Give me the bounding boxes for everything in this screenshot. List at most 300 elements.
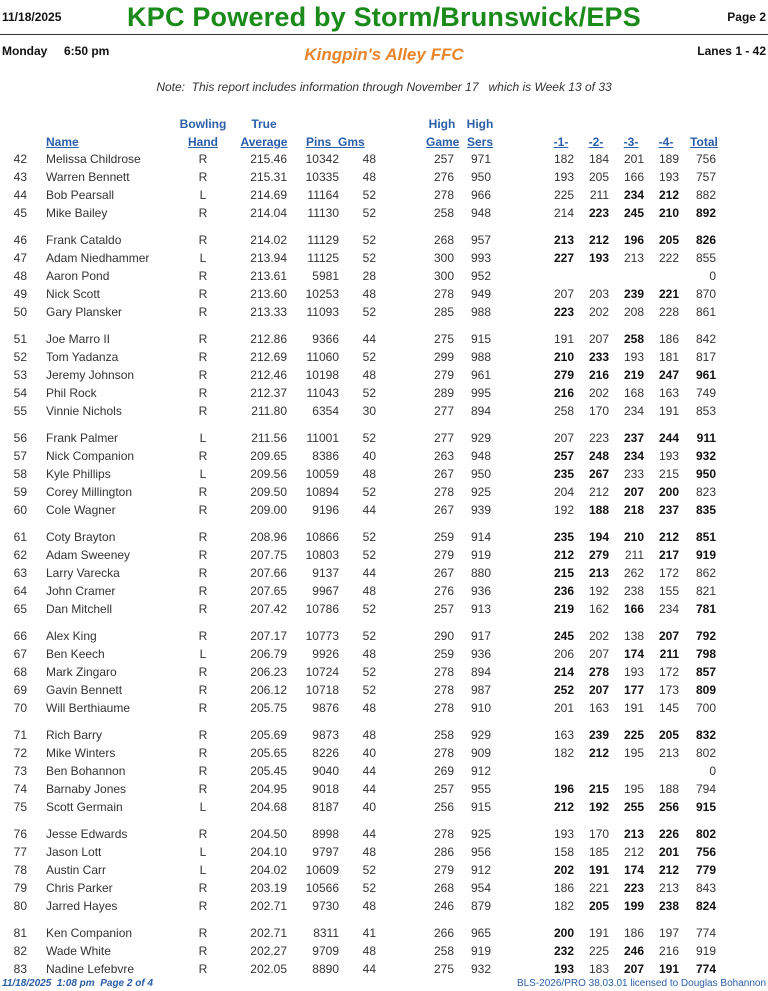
total-pins: 6354: [312, 404, 339, 418]
game-1-score: 163: [553, 728, 574, 742]
bowler-hand: R: [198, 530, 208, 544]
high-game: 256: [433, 800, 454, 814]
footer-timestamp: 11/18/2025 1:08 pm Page 2 of 4: [2, 978, 154, 989]
game-1-score: 192: [553, 503, 574, 517]
bowler-rank: 42: [13, 152, 27, 166]
series-total: 826: [695, 233, 716, 247]
game-1-score: 225: [553, 188, 574, 202]
series-total: 919: [695, 548, 716, 562]
game-1-score: 207: [553, 431, 574, 445]
game-2-score: 183: [588, 962, 609, 976]
games-count: 52: [362, 863, 376, 877]
high-series: 915: [470, 332, 491, 346]
total-pins: 10894: [305, 485, 339, 499]
game-2-score: 205: [588, 170, 609, 184]
table-row: [0, 601, 768, 619]
bowler-rank: 72: [13, 746, 27, 760]
games-count: 52: [362, 881, 376, 895]
game-3-score: 211: [624, 548, 644, 562]
high-game: 257: [433, 782, 454, 796]
bowler-hand: R: [198, 332, 208, 346]
high-series: 988: [470, 350, 491, 364]
col-high-game-top: High: [428, 117, 456, 131]
total-pins: 11060: [306, 350, 339, 364]
col-name: Name: [46, 135, 79, 149]
bowler-name: Jesse Edwards: [46, 827, 128, 841]
table-row: [0, 565, 768, 583]
true-average: 208.96: [250, 530, 287, 544]
true-average: 205.65: [250, 746, 287, 760]
bowler-hand: R: [198, 764, 208, 778]
true-average: 213.60: [250, 287, 287, 301]
high-series: 917: [470, 629, 491, 643]
total-pins: 9709: [312, 944, 339, 958]
game-3-score: 262: [623, 566, 644, 580]
high-game: 263: [433, 449, 454, 463]
footer-license: BLS-2026/PRO 38.03.01 licensed to Douglas Bohannon: [516, 978, 766, 989]
bowler-name: Adam Sweeney: [46, 548, 131, 562]
high-series: 987: [470, 683, 491, 697]
bowler-rank: 65: [13, 602, 27, 616]
bowler-rank: 71: [13, 728, 27, 742]
true-average: 202.71: [250, 899, 287, 913]
bowler-name: Austin Carr: [46, 863, 107, 877]
bowler-name: Rich Barry: [46, 728, 103, 742]
true-average: 207.75: [250, 548, 287, 562]
game-4-score: 211: [659, 647, 679, 661]
high-series: 949: [470, 287, 491, 301]
bowler-name: Dan Mitchell: [46, 602, 113, 616]
bowler-name: Jeremy Johnson: [46, 368, 135, 382]
bowler-rank: 70: [13, 701, 27, 715]
series-total: 824: [695, 899, 716, 913]
game-4-score: 200: [658, 485, 679, 499]
game-4-score: 145: [658, 701, 679, 715]
game-4-score: 216: [658, 944, 679, 958]
total-pins: 9137: [312, 566, 339, 580]
high-game: 278: [433, 188, 454, 202]
col-bowling: Bowling: [179, 117, 227, 131]
game-3-score: 246: [623, 944, 644, 958]
table-row: [0, 169, 768, 187]
total-pins: 10609: [305, 863, 339, 877]
lanes-label: Lanes 1 - 42: [697, 44, 766, 58]
total-pins: 8187: [312, 800, 339, 814]
col-game-1: -1-: [553, 135, 569, 149]
game-4-score: 172: [658, 665, 679, 679]
bowler-name: Melissa Childrose: [46, 152, 141, 166]
title-divider: [0, 34, 768, 35]
game-1-score: 219: [553, 602, 574, 616]
bowler-name: Chris Parker: [46, 881, 113, 895]
report-note: Note: This report includes information through November 17 which is Week 13 of 33: [156, 80, 612, 94]
series-total: 892: [695, 206, 716, 220]
bowler-rank: 81: [13, 926, 27, 940]
true-average: 212.46: [250, 368, 287, 382]
report-date: 11/18/2025: [2, 10, 62, 24]
true-average: 212.69: [250, 350, 287, 364]
games-count: 44: [362, 332, 376, 346]
game-1-score: 258: [553, 404, 574, 418]
bowler-hand: R: [198, 881, 208, 895]
bowler-hand: R: [198, 683, 208, 697]
bowler-rank: 63: [13, 566, 27, 580]
game-3-score: 234: [623, 449, 644, 463]
game-4-score: 181: [658, 350, 679, 364]
report-title: KPC Powered by Storm/Brunswick/EPS: [127, 2, 641, 32]
true-average: 211.80: [251, 404, 287, 418]
high-game: 246: [433, 899, 454, 913]
game-3-score: 177: [623, 683, 644, 697]
game-4-score: 228: [658, 305, 679, 319]
games-count: 52: [362, 431, 376, 445]
game-4-score: 205: [658, 233, 679, 247]
bowler-hand: R: [198, 350, 208, 364]
bowler-name: Larry Varecka: [46, 566, 120, 580]
high-series: 950: [470, 170, 491, 184]
game-1-score: 257: [553, 449, 574, 463]
games-count: 41: [362, 926, 376, 940]
high-game: 268: [433, 233, 454, 247]
high-series: 966: [470, 188, 491, 202]
game-2-score: 212: [588, 485, 609, 499]
game-4-score: 213: [658, 746, 679, 760]
bowler-rank: 55: [13, 404, 27, 418]
bowler-rank: 82: [13, 944, 27, 958]
series-total: 802: [695, 827, 716, 841]
game-2-score: 184: [588, 152, 609, 166]
table-row: [0, 862, 768, 880]
high-series: 912: [470, 863, 491, 877]
game-4-score: 207: [658, 629, 679, 643]
bowler-rank: 47: [13, 251, 27, 265]
high-game: 300: [433, 251, 454, 265]
game-1-score: 206: [553, 647, 574, 661]
true-average: 206.12: [250, 683, 287, 697]
bowler-name: Jarred Hayes: [46, 899, 118, 913]
game-2-score: 191: [588, 863, 609, 877]
games-count: 52: [362, 602, 376, 616]
games-count: 48: [362, 467, 376, 481]
high-game: 278: [433, 485, 454, 499]
bowler-name: Mike Winters: [46, 746, 116, 760]
bowler-name: Ken Companion: [46, 926, 133, 940]
bowler-hand: R: [198, 728, 208, 742]
total-pins: 11001: [306, 431, 339, 445]
game-3-score: 245: [623, 206, 644, 220]
bowler-hand: R: [198, 665, 208, 679]
bowler-hand: L: [199, 863, 207, 877]
true-average: 209.00: [250, 503, 287, 517]
game-4-score: 155: [658, 584, 679, 598]
game-4-score: 193: [658, 449, 679, 463]
game-3-score: 201: [623, 152, 644, 166]
high-series: 932: [470, 962, 491, 976]
table-row: [0, 646, 768, 664]
game-2-score: 212: [588, 746, 609, 760]
col-high-sers: Sers: [466, 135, 494, 149]
high-series: 909: [470, 746, 491, 760]
table-row: [0, 268, 768, 286]
bowler-rank: 50: [13, 305, 27, 319]
game-4-score: 217: [658, 548, 679, 562]
bowler-rank: 83: [13, 962, 27, 976]
game-4-score: 222: [658, 251, 679, 265]
game-3-score: 193: [623, 665, 644, 679]
game-3-score: 208: [623, 305, 644, 319]
bowler-name: Nadine Lefebvre: [46, 962, 135, 976]
series-total: 798: [695, 647, 716, 661]
high-game: 279: [433, 368, 454, 382]
bowler-rank: 46: [13, 233, 27, 247]
game-1-score: 223: [553, 305, 574, 319]
games-count: 52: [362, 530, 376, 544]
game-2-score: 279: [588, 548, 609, 562]
series-total: 862: [695, 566, 716, 580]
bowler-name: Frank Cataldo: [46, 233, 122, 247]
total-pins: 10866: [305, 530, 339, 544]
true-average: 213.94: [250, 251, 287, 265]
bowler-name: Cole Wagner: [46, 503, 116, 517]
total-pins: 11125: [307, 251, 339, 265]
game-3-score: 225: [623, 728, 644, 742]
bowler-name: Jason Lott: [46, 845, 102, 859]
bowler-rank: 53: [13, 368, 27, 382]
game-1-score: 182: [553, 746, 574, 760]
bowler-hand: R: [198, 827, 208, 841]
game-2-score: 215: [588, 782, 609, 796]
table-row: [0, 502, 768, 520]
games-count: 48: [362, 287, 376, 301]
high-game: 299: [433, 350, 454, 364]
true-average: 209.65: [250, 449, 287, 463]
total-pins: 9926: [312, 647, 339, 661]
games-count: 52: [362, 386, 376, 400]
total-pins: 8998: [312, 827, 339, 841]
game-3-score: 191: [623, 701, 644, 715]
true-average: 212.86: [250, 332, 287, 346]
bowler-hand: R: [198, 926, 208, 940]
game-4-score: 210: [658, 206, 679, 220]
bowler-name: Ben Bohannon: [46, 764, 126, 778]
game-2-score: 163: [588, 701, 609, 715]
series-total: 756: [695, 152, 716, 166]
total-pins: 10786: [305, 602, 339, 616]
table-row: [0, 547, 768, 565]
bowler-name: Tom Yadanza: [46, 350, 119, 364]
bowler-rank: 62: [13, 548, 27, 562]
bowler-name: Warren Bennett: [46, 170, 130, 184]
high-series: 948: [470, 206, 491, 220]
true-average: 202.05: [250, 962, 287, 976]
bowler-hand: R: [198, 305, 208, 319]
total-pins: 9797: [312, 845, 339, 859]
game-1-score: 186: [553, 881, 574, 895]
table-row: [0, 664, 768, 682]
total-pins: 5981: [312, 269, 339, 283]
bowler-hand: R: [198, 287, 208, 301]
high-game: 278: [433, 701, 454, 715]
game-3-score: 199: [623, 899, 644, 913]
high-game: 258: [433, 944, 454, 958]
game-1-score: 182: [553, 899, 574, 913]
true-average: 213.33: [250, 305, 287, 319]
bowler-hand: R: [198, 170, 208, 184]
game-1-score: 158: [553, 845, 574, 859]
bowler-hand: R: [198, 629, 208, 643]
league-name: Kingpin's Alley FFC: [304, 45, 464, 64]
table-row: [0, 745, 768, 763]
game-3-score: 255: [623, 800, 644, 814]
bowler-rank: 79: [13, 881, 27, 895]
game-3-score: 258: [623, 332, 644, 346]
game-3-score: 174: [623, 863, 644, 877]
series-total: 0: [709, 764, 716, 778]
true-average: 207.42: [250, 602, 287, 616]
game-1-score: 191: [553, 332, 574, 346]
games-count: 52: [362, 548, 376, 562]
game-2-score: 170: [588, 404, 609, 418]
bowler-rank: 80: [13, 899, 27, 913]
bowler-name: Mike Bailey: [46, 206, 108, 220]
game-1-score: 182: [553, 152, 574, 166]
table-row: [0, 943, 768, 961]
game-1-score: 214: [553, 206, 574, 220]
high-series: 915: [470, 800, 491, 814]
games-count: 44: [362, 782, 376, 796]
bowler-rank: 45: [13, 206, 27, 220]
bowler-hand: R: [198, 548, 208, 562]
high-game: 267: [433, 566, 454, 580]
total-pins: 10566: [305, 881, 339, 895]
high-series: 925: [470, 485, 491, 499]
game-2-score: 202: [588, 386, 609, 400]
col-game-2: -2-: [588, 135, 604, 149]
high-series: 956: [470, 845, 491, 859]
true-average: 205.75: [250, 701, 287, 715]
high-game: 267: [433, 467, 454, 481]
bowler-hand: R: [198, 233, 208, 247]
total-pins: 10198: [305, 368, 339, 382]
bowler-rank: 61: [13, 530, 27, 544]
total-pins: 11129: [307, 233, 339, 247]
bowler-name: Coty Brayton: [46, 530, 116, 544]
high-series: 965: [470, 926, 491, 940]
games-count: 52: [362, 683, 376, 697]
game-4-score: 212: [658, 530, 679, 544]
true-average: 204.50: [250, 827, 287, 841]
game-1-score: 214: [553, 665, 574, 679]
games-count: 48: [362, 368, 376, 382]
high-game: 286: [433, 845, 454, 859]
game-3-score: 193: [623, 350, 644, 364]
game-3-score: 239: [623, 287, 644, 301]
series-total: 809: [695, 683, 716, 697]
game-4-score: 226: [658, 827, 679, 841]
series-total: 870: [695, 287, 716, 301]
table-row: [0, 187, 768, 205]
true-average: 214.04: [250, 206, 287, 220]
bowler-name: Wade White: [46, 944, 111, 958]
game-3-score: 234: [623, 404, 644, 418]
games-count: 52: [362, 665, 376, 679]
high-game: 278: [433, 827, 454, 841]
bowler-hand: R: [198, 746, 208, 760]
game-3-score: 234: [623, 188, 644, 202]
high-series: 880: [470, 566, 491, 580]
games-count: 30: [362, 404, 376, 418]
series-total: 915: [695, 800, 716, 814]
bowler-rank: 77: [13, 845, 27, 859]
bowler-rank: 44: [13, 188, 27, 202]
high-series: 936: [470, 647, 491, 661]
bowler-name: John Cramer: [46, 584, 116, 598]
true-average: 214.02: [250, 233, 287, 247]
high-series: 961: [470, 368, 491, 382]
bowler-name: Gary Plansker: [46, 305, 123, 319]
table-row: [0, 682, 768, 700]
game-3-score: 166: [623, 170, 644, 184]
bowler-hand: R: [198, 701, 208, 715]
table-row: [0, 367, 768, 385]
bowler-rank: 69: [13, 683, 27, 697]
true-average: 215.31: [250, 170, 287, 184]
bowler-name: Adam Niedhammer: [46, 251, 150, 265]
game-3-score: 186: [623, 926, 644, 940]
games-count: 52: [362, 629, 376, 643]
games-count: 40: [362, 800, 376, 814]
high-game: 257: [433, 602, 454, 616]
true-average: 207.17: [250, 629, 287, 643]
bowler-name: Alex King: [46, 629, 97, 643]
series-total: 861: [695, 305, 716, 319]
bowler-hand: R: [198, 584, 208, 598]
bowler-hand: R: [198, 566, 208, 580]
bowler-rank: 57: [13, 449, 27, 463]
high-game: 278: [433, 287, 454, 301]
games-count: 52: [362, 206, 376, 220]
game-1-score: 204: [553, 485, 574, 499]
game-3-score: 237: [623, 431, 644, 445]
high-game: 275: [433, 962, 454, 976]
bowler-rank: 43: [13, 170, 27, 184]
series-total: 756: [695, 845, 716, 859]
high-series: 957: [470, 233, 491, 247]
game-2-score: 170: [588, 827, 609, 841]
high-series: 954: [470, 881, 491, 895]
game-1-score: 245: [553, 629, 574, 643]
series-total: 932: [695, 449, 716, 463]
table-row: [0, 349, 768, 367]
game-2-score: 205: [588, 899, 609, 913]
bowler-name: Phil Rock: [46, 386, 97, 400]
game-4-score: 212: [658, 863, 679, 877]
total-pins: 9366: [312, 332, 339, 346]
total-pins: 11130: [307, 206, 339, 220]
series-total: 781: [695, 602, 716, 616]
standings-table: [0, 151, 768, 979]
high-game: 285: [433, 305, 454, 319]
games-count: 52: [362, 485, 376, 499]
bowler-hand: R: [198, 944, 208, 958]
table-row: [0, 781, 768, 799]
bowler-name: Will Berthiaume: [46, 701, 131, 715]
games-count: 48: [362, 899, 376, 913]
true-average: 204.95: [250, 782, 287, 796]
game-3-score: 210: [623, 530, 644, 544]
series-total: 0: [709, 269, 716, 283]
high-game: 276: [433, 584, 454, 598]
